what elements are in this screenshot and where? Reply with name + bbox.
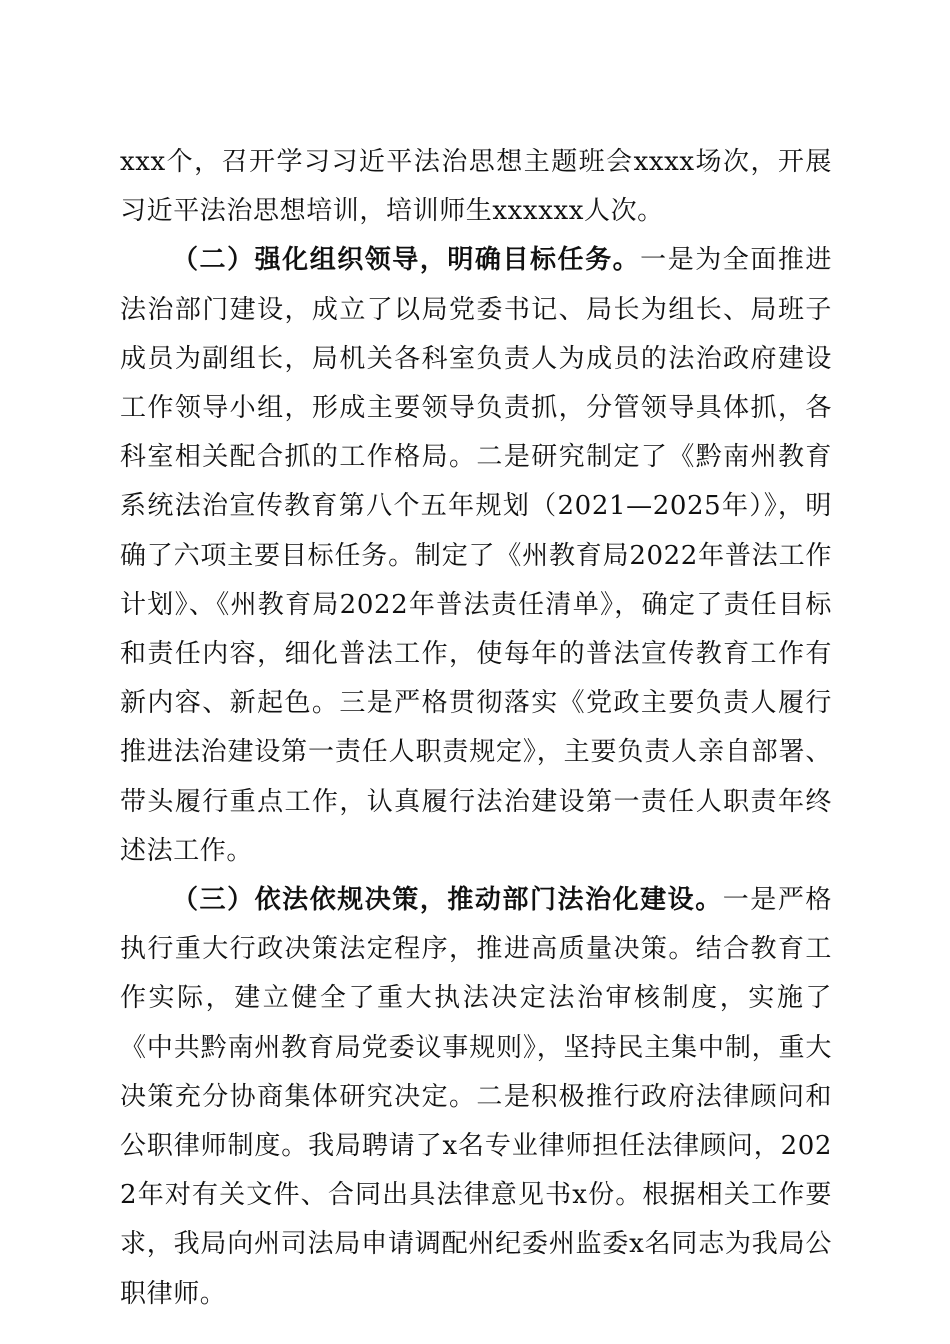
section-heading: （二）强化组织领导，明确目标任务。 — [172, 245, 641, 276]
paragraph-text: 一是严格执行重大行政决策法定程序，推进高质量决策。结合教育工作实际，建立健全了重大执法决定法治审核制度，实施了《中共黔南州教育局党委议事规则》，坚持民主集中制，重大决策充分协商集体研究决定。二是积极推行政府法律顾问和公职律师制度。我局聘请了x名专业律师担任法律顾问，2022年对有关文件、合同出具法律意见书x份。根据相关工作要求，我局向州司法局申请调配州纪委州监委x名同志为我局公职律师。 — [120, 885, 832, 1309]
paragraph-section-2 — [120, 236, 832, 876]
paragraph-text: 一是为全面推进法治部门建设，成立了以局党委书记、局长为组长、局班子成员为副组长，局机关各科室负责人为成员的法治政府建设工作领导小组，形成主要领导负责抓，分管领导具体抓，各科室相关配合抓的工作格局。二是研究制定了《黔南州教育系统法治宣传教育第八个五年规划（2021—2025年）》，明确了六项主要目标任务。制定了《州教育局2022年普法工作计划》、《州教育局2022年普法责任清单》，确定了责任目标和责任内容，细化普法工作，使每年的普法宣传教育工作有新内容、新起色。三是严格贯彻落实《党政主要负责人履行推进法治建设第一责任人职责规定》，主要负责人亲自部署、带头履行重点工作，认真履行法治建设第一责任人职责年终述法工作。 — [120, 245, 833, 866]
section-heading: （三）依法依规决策，推动部门法治化建设。 — [172, 885, 723, 916]
paragraph-section-3 — [120, 876, 832, 1319]
document-body — [120, 138, 832, 1319]
paragraph-continuation — [120, 138, 832, 236]
paragraph-text: xxx个，召开学习习近平法治思想主题班会xxxx场次，开展习近平法治思想培训，培训师生xxxxxx人次。 — [120, 147, 832, 227]
